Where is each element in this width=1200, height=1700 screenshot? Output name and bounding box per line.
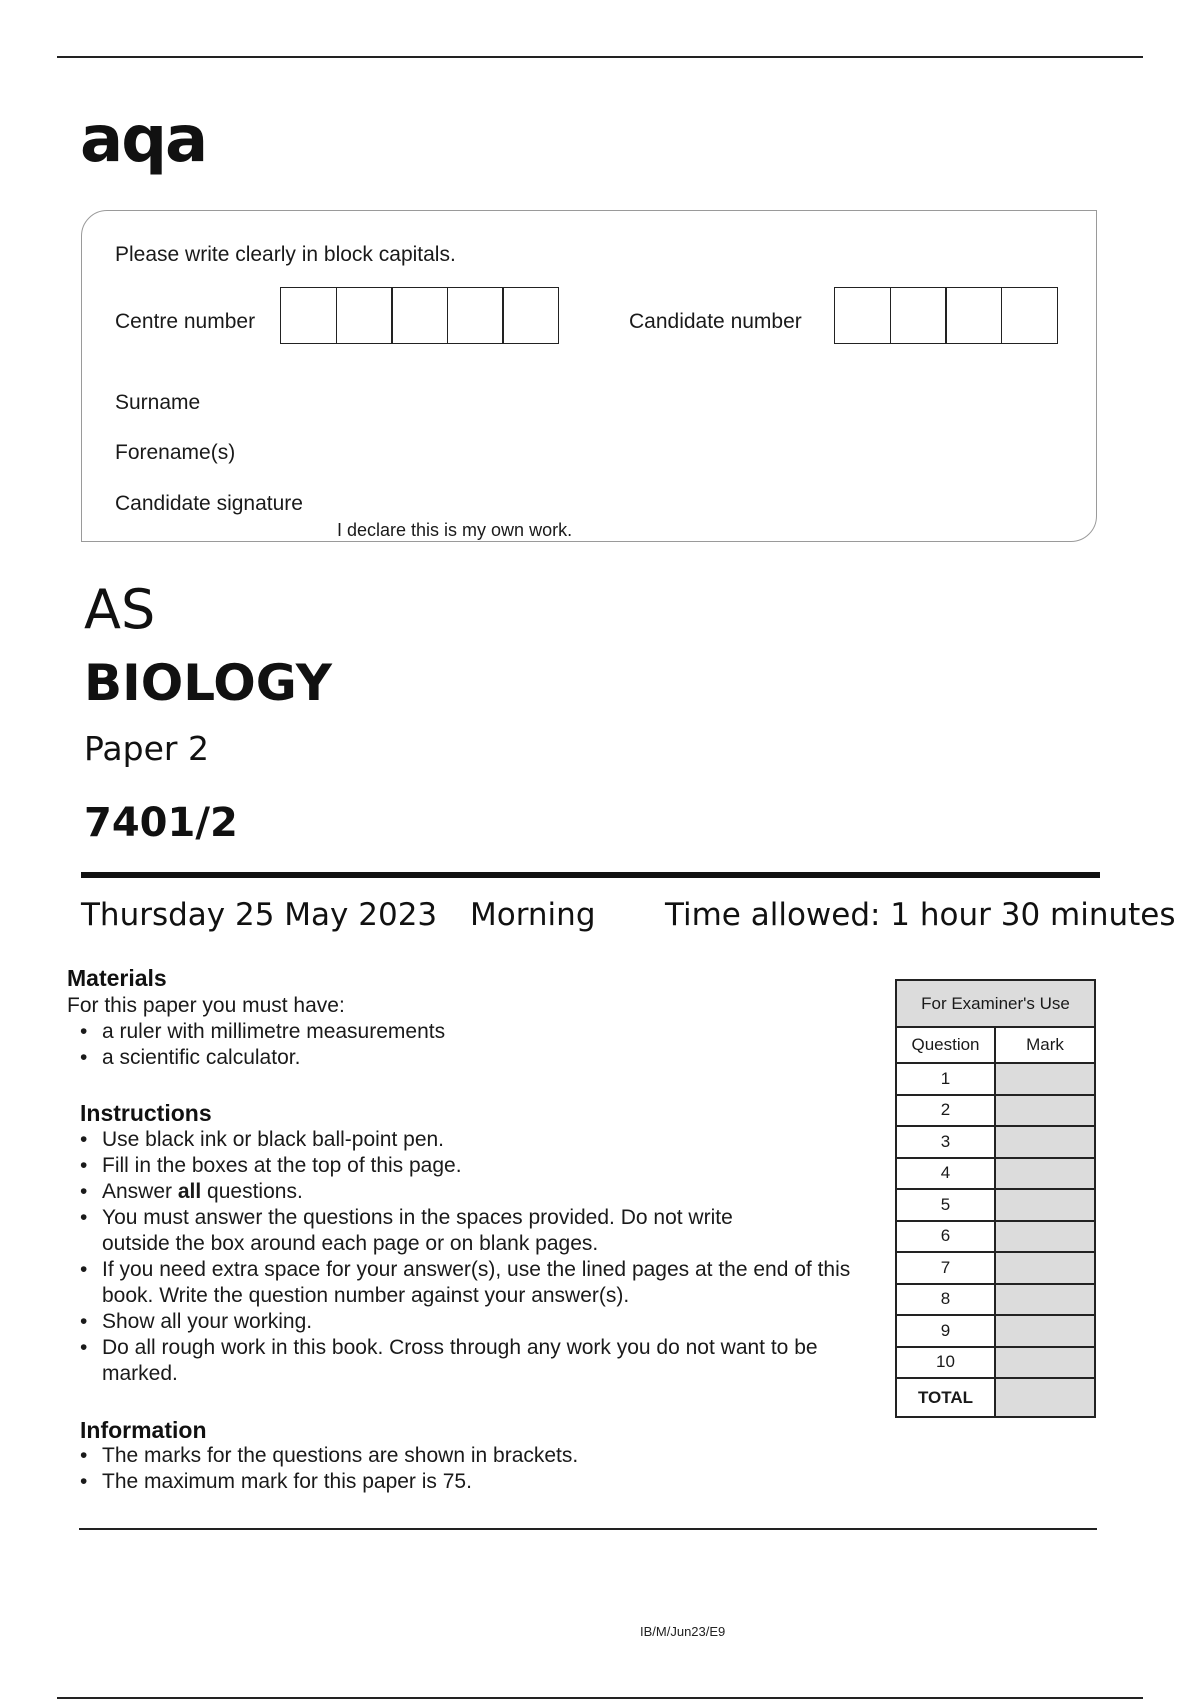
candidate-number-cell[interactable]: [1001, 287, 1058, 344]
total-label: TOTAL: [896, 1378, 995, 1417]
centre-number-cell[interactable]: [391, 287, 448, 344]
mark-cell: [995, 1063, 1095, 1095]
instructions-item: • Use black ink or black ball-point pen.: [80, 1127, 860, 1153]
declaration-text: I declare this is my own work.: [337, 520, 573, 540]
instructions-item: • Do all rough work in this book. Cross through any work you do not want to be marked.: [80, 1335, 822, 1387]
mark-cell: [995, 1347, 1095, 1379]
centre-number-cell[interactable]: [336, 287, 393, 344]
centre-number-cell[interactable]: [280, 287, 337, 344]
instructions-item: • Answer all questions.: [80, 1179, 860, 1205]
instructions-item: • Show all your working.: [80, 1309, 860, 1335]
paper-code: 7401/2: [84, 800, 238, 846]
instructions-heading: Instructions: [80, 1100, 212, 1126]
bottom-rule: [57, 1697, 1143, 1699]
paper-number: Paper 2: [84, 729, 209, 768]
instructions-item: • You must answer the questions in the spaces provided. Do not write outside the box around each page or on blank pages.: [80, 1205, 782, 1257]
candidate-number-cell[interactable]: [890, 287, 947, 344]
information-heading: Information: [80, 1417, 207, 1443]
examiner-use-table: [895, 979, 1096, 1418]
signature-label: Candidate signature: [115, 492, 303, 515]
question-number: 1: [896, 1063, 995, 1095]
candidate-number-label: Candidate number: [629, 310, 802, 333]
block-capitals-instruction: Please write clearly in block capitals.: [115, 243, 456, 266]
centre-number-cell[interactable]: [447, 287, 504, 344]
question-number: 2: [896, 1095, 995, 1127]
title-divider: [81, 872, 1100, 878]
mark-cell: [995, 1189, 1095, 1221]
information-item: • The maximum mark for this paper is 75.: [80, 1469, 860, 1495]
mark-cell: [995, 1221, 1095, 1253]
materials-list: [80, 1019, 800, 1071]
exam-session: Morning: [470, 897, 596, 933]
qualification-level: AS: [84, 578, 156, 641]
footer-reference: IB/M/Jun23/E9: [640, 1624, 726, 1639]
information-list: [80, 1443, 860, 1495]
mark-cell: [995, 1158, 1095, 1190]
mark-cell: [995, 1095, 1095, 1127]
instructions-item: • If you need extra space for your answer(s), use the lined pages at the end of this book. Write the question number against your answer(s).: [80, 1257, 860, 1309]
subject-title: BIOLOGY: [84, 654, 332, 712]
question-number: 4: [896, 1158, 995, 1190]
top-rule: [57, 56, 1143, 58]
information-item: • The marks for the questions are shown in brackets.: [80, 1443, 860, 1469]
mark-cell: [995, 1315, 1095, 1347]
question-header: Question: [896, 1027, 995, 1063]
information-divider: [79, 1528, 1097, 1530]
mark-cell: [995, 1126, 1095, 1158]
aqa-logo: aqa: [80, 103, 207, 177]
candidate-number-cell[interactable]: [945, 287, 1002, 344]
mark-cell: [995, 1284, 1095, 1316]
mark-cell: [995, 1252, 1095, 1284]
question-number: 6: [896, 1221, 995, 1253]
question-number: 9: [896, 1315, 995, 1347]
centre-number-label: Centre number: [115, 310, 256, 333]
mark-header: Mark: [995, 1027, 1095, 1063]
centre-number-boxes: [280, 287, 559, 344]
examiner-use-title: For Examiner's Use: [896, 980, 1095, 1027]
exam-date: Thursday 25 May 2023: [81, 897, 438, 933]
total-mark-cell: [995, 1378, 1095, 1417]
question-number: 3: [896, 1126, 995, 1158]
question-number: 5: [896, 1189, 995, 1221]
question-number: 8: [896, 1284, 995, 1316]
candidate-number-cell[interactable]: [834, 287, 891, 344]
instructions-list: [80, 1127, 860, 1387]
materials-intro: For this paper you must have:: [67, 994, 345, 1017]
materials-item: • a ruler with millimetre measurements: [80, 1019, 800, 1045]
forename-label: Forename(s): [115, 441, 236, 464]
time-allowed: Time allowed: 1 hour 30 minutes: [665, 897, 1176, 933]
materials-item: • a scientific calculator.: [80, 1045, 800, 1071]
question-number: 7: [896, 1252, 995, 1284]
instructions-item: • Fill in the boxes at the top of this page.: [80, 1153, 860, 1179]
materials-heading: Materials: [67, 965, 167, 991]
question-number: 10: [896, 1347, 995, 1379]
candidate-number-boxes: [834, 287, 1058, 344]
centre-number-cell[interactable]: [502, 287, 559, 344]
surname-label: Surname: [115, 391, 201, 414]
